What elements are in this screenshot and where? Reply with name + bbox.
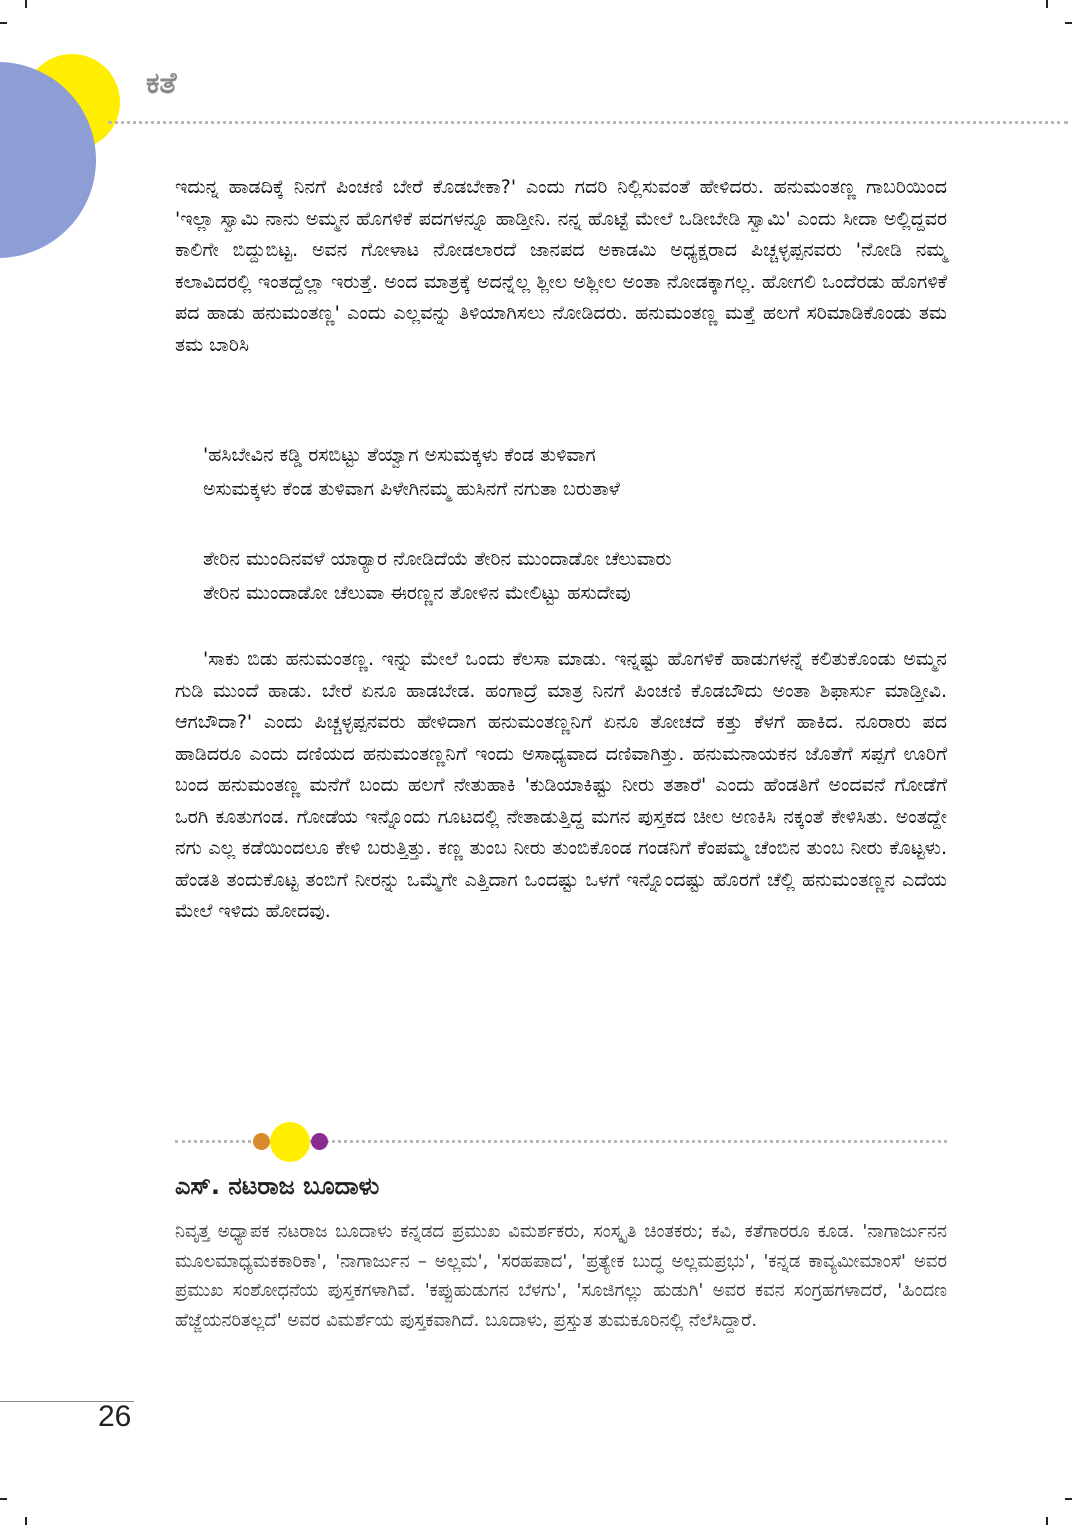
verse-line: 'ಹಸಿಬೇವಿನ ಕಡ್ಡಿ ರಸಬಿಟ್ಟು ತೆಯ್ವಾಗ ಅಸುಮಕ್ಕಳು ಕೆಂಡ ತುಳಿವಾಗ [203, 444, 596, 466]
verse-stanza [203, 438, 923, 506]
orange-dot-decoration [253, 1133, 270, 1150]
verse-line: ತೇರಿನ ಮುಂದಾಡೋ ಚೆಲುವಾ ಈರಣ್ಣನ ತೋಳಿನ ಮೇಲಿಟ್ಟು ಹಸುದೇವು [203, 582, 631, 604]
yellow-dot-decoration [270, 1122, 310, 1162]
author-bio: ನಿವೃತ್ತ ಅಧ್ಯಾಪಕ ನಟರಾಜ ಬೂದಾಳು ಕನ್ನಡದ ಪ್ರಮುಖ ವಿಮರ್ಶಕರು, ಸಂಸ್ಕೃತಿ ಚಿಂತಕರು; ಕವಿ, ಕತೆಗಾರರೂ ಕೂಡ. 'ನಾಗಾರ್ಜುನನ ಮೂಲಮಾಧ್ಯಮಕಕಾರಿಕಾ', 'ನಾಗಾರ್ಜುನ – ಅಲ್ಲಮ', 'ಸರಹಪಾದ', 'ಪ್ರತ್ಯೇಕ ಬುದ್ಧ ಅಲ್ಲಮಪ್ರಭು', 'ಕನ್ನಡ ಕಾವ್ಯಮೀಮಾಂಸೆ' ಅವರ ಪ್ರಮುಖ ಸಂಶೋಧನೆಯ ಪುಸ್ತಕಗಳಾಗಿವೆ. 'ಕಪ್ಪುಹುಡುಗನ ಬೆಳಗು', 'ಸೂಜಿಗಲ್ಲು ಹುಡುಗಿ' ಅವರ ಕವನ ಸಂಗ್ರಹಗಳಾದರೆ, 'ಹಿಂದಣ ಹೆಜ್ಜೆಯನರಿತಲ್ಲದೆ' ಅವರ ವಿಮರ್ಶೆಯ ಪುಸ್ತಕವಾಗಿದೆ. ಬೂದಾಳು, ಪ್ರಸ್ತುತ ತುಮಕೂರಿನಲ್ಲಿ ನೆಲೆಸಿದ್ದಾರೆ. [175, 1221, 947, 1331]
crop-mark [1046, 0, 1048, 8]
verse-line: ಅಸುಮಕ್ಕಳು ಕೆಂಡ ತುಳಿವಾಗ ಪಿಳೇಗಿನಮ್ಮ ಹುಸಿನಗೆ ನಗುತಾ ಬರುತಾಳೆ [203, 478, 620, 500]
crop-mark [1065, 22, 1072, 24]
crop-mark [0, 22, 7, 24]
purple-dot-decoration [311, 1133, 328, 1150]
story-paragraph: 'ಸಾಕು ಬಿಡು ಹನುಮಂತಣ್ಣ. ಇನ್ನು ಮೇಲೆ ಒಂದು ಕೆಲಸಾ ಮಾಡು. ಇನ್ನಷ್ಟು ಹೊಗಳಿಕೆ ಹಾಡುಗಳನ್ನೆ ಕಲಿತುಕೊಂಡು ಅಮ್ಮನ ಗುಡಿ ಮುಂದೆ ಹಾಡು. ಬೇರೆ ಏನೂ ಹಾಡಬೇಡ. ಹಂಗಾದ್ರೆ ಮಾತ್ರ ನಿನಗೆ ಪಿಂಚಣಿ ಕೊಡಬೌದು ಅಂತಾ ಶಿಫಾರ್ಸು ಮಾಡ್ತೀವಿ. ಆಗಬೌದಾ?' ಎಂದು ಪಿಚ್ಚಳ್ಳಪ್ಪನವರು ಹೇಳಿದಾಗ ಹನುಮಂತಣ್ಣನಿಗೆ ಏನೂ ತೋಚದೆ ಕತ್ತು ಕೆಳಗೆ ಹಾಕಿದ. ನೂರಾರು ಪದ ಹಾಡಿದರೂ ಎಂದು ದಣಿಯದ ಹನುಮಂತಣ್ಣನಿಗೆ ಇಂದು ಅಸಾಧ್ಯವಾದ ದಣಿವಾಗಿತ್ತು. ಹನುಮನಾಯಕನ ಜೊತೆಗೆ ಸಪ್ಪಗೆ ಊರಿಗೆ ಬಂದ ಹನುಮಂತಣ್ಣ ಮನೆಗೆ ಬಂದು ಹಲಗೆ ನೇತುಹಾಕಿ 'ಕುಡಿಯಾಕಿಷ್ಟು ನೀರು ತತಾರೆ' ಎಂದು ಹೆಂಡತಿಗೆ ಅಂದವನೆ ಗೋಡೆಗೆ ಒರಗಿ ಕೂತುಗಂಡ. ಗೋಡೆಯ ಇನ್ನೊಂದು ಗೂಟದಲ್ಲಿ ನೇತಾಡುತ್ತಿದ್ದ ಮಗನ ಪುಸ್ತಕದ ಚೀಲ ಅಣಕಿಸಿ ನಕ್ಕಂತೆ ಕೇಳಿಸಿತು. ಅಂತದ್ದೇ ನಗು ಎಲ್ಲ ಕಡೆಯಿಂದಲೂ ಕೇಳಿ ಬರುತ್ತಿತ್ತು. ಕಣ್ಣ ತುಂಬ ನೀರು ತುಂಬಿಕೊಂಡ ಗಂಡನಿಗೆ ಕೆಂಪಮ್ಮ ಚೆಂಬಿನ ತುಂಬ ನೀರು ಕೊಟ್ಟಳು. ಹೆಂಡತಿ ತಂದುಕೊಟ್ಟ ತಂಬಿಗೆ ನೀರನ್ನು ಒಮ್ಮೆಗೇ ಎತ್ತಿದಾಗ ಒಂದಷ್ಟು ಒಳಗೆ ಇನ್ನೊಂದಷ್ಟು ಹೊರಗೆ ಚೆಲ್ಲಿ ಹನುಮಂತಣ್ಣನ ಎದೆಯ ಮೇಲೆ ಇಳಿದು ಹೋದವು. [175, 648, 947, 922]
crop-mark [1046, 1517, 1048, 1525]
verse-stanza [203, 542, 923, 610]
story-paragraph: ಇದುನ್ನ ಹಾಡದಿಕ್ಕೆ ನಿನಗೆ ಪಿಂಚಣಿ ಬೇರೆ ಕೊಡಬೇಕಾ?' ಎಂದು ಗದರಿ ನಿಲ್ಲಿಸುವಂತೆ ಹೇಳಿದರು. ಹನುಮಂತಣ್ಣ ಗಾಬರಿಯಿಂದ 'ಇಲ್ಲಾ ಸ್ವಾಮಿ ನಾನು ಅಮ್ಮನ ಹೊಗಳಿಕೆ ಪದಗಳನ್ನೂ ಹಾಡ್ತೀನಿ. ನನ್ನ ಹೊಟ್ಟೆ ಮೇಲೆ ಒಡೀಬೇಡಿ ಸ್ವಾಮಿ' ಎಂದು ಸೀದಾ ಅಲ್ಲಿದ್ದವರ ಕಾಲಿಗೇ ಬಿದ್ದುಬಿಟ್ಟ. ಅವನ ಗೋಳಾಟ ನೋಡಲಾರದೆ ಜಾನಪದ ಅಕಾಡಮಿ ಅಧ್ಯಕ್ಷರಾದ ಪಿಚ್ಚಳ್ಳಪ್ಪನವರು 'ನೋಡಿ ನಮ್ಮ ಕಲಾವಿದರಲ್ಲಿ ಇಂತದ್ದೆಲ್ಲಾ ಇರುತ್ತೆ. ಅಂದ ಮಾತ್ರಕ್ಕೆ ಅದನ್ನೆಲ್ಲ ಶ್ಲೀಲ ಅಶ್ಲೀಲ ಅಂತಾ ನೋಡಕ್ಕಾಗಲ್ಲ. ಹೋಗಲಿ ಒಂದೆರಡು ಹೊಗಳಿಕೆ ಪದ ಹಾಡು ಹನುಮಂತಣ್ಣ' ಎಂದು ಎಲ್ಲವನ್ನು ತಿಳಿಯಾಗಿಸಲು ನೋಡಿದರು. ಹನುಮಂತಣ್ಣ ಮತ್ತೆ ಹಲಗೆ ಸರಿಮಾಡಿಕೊಂಡು ತಮ ತಮ ಬಾರಿಸಿ [175, 176, 947, 356]
verse-line: ತೇರಿನ ಮುಂದಿನವಳೆ ಯಾರ್‍ಯಾರ ನೋಡಿದೆಯೆ ತೇರಿನ ಮುಂದಾಡೋ ಚೆಲುವಾರು [203, 548, 672, 570]
crop-mark [0, 1498, 7, 1500]
header-dotted-divider [108, 121, 1068, 124]
crop-mark [1065, 1498, 1072, 1500]
author-name: ಎಸ್. ನಟರಾಜ ಬೂದಾಳು [175, 1172, 380, 1200]
page-number: 26 [98, 1400, 132, 1433]
crop-mark [25, 0, 27, 8]
section-title: ಕತೆ [146, 66, 177, 101]
crop-mark [25, 1517, 27, 1525]
